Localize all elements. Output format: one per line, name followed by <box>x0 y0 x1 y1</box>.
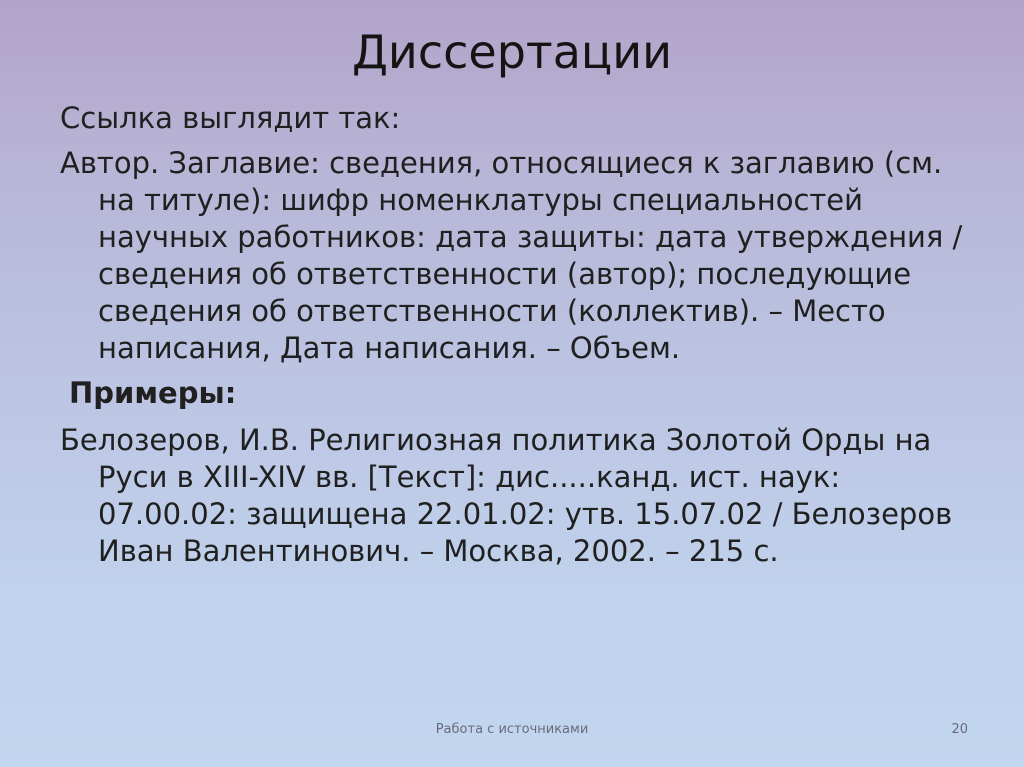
citation-example: Белозеров, И.В. Религиозная политика Золотой Орды на Руси в XIII-XIV вв. [Текст]: дис.....канд. ист. наук: 07.00.02: защищена 22.01.02: утв. 15.07.02 / Белозеров Иван Валентинович. – Москва, 2002. – 215 с. <box>60 423 953 568</box>
footer-text: Работа с источниками <box>435 722 589 737</box>
slide-title: Диссертации <box>351 25 672 79</box>
page-number: 20 <box>951 722 968 737</box>
examples-heading: Примеры: <box>69 376 237 410</box>
intro-text: Ссылка выглядит так: <box>60 101 401 135</box>
citation-template: Автор. Заглавие: сведения, относящиеся к заглавию (см. на титуле): шифр номенклатуры специальностей научных работников: дата защиты: дата утверждения / сведения об ответственности (автор); последующие сведения об ответственности (коллектив). – Место написания, Дата написания. – Объем. <box>60 146 963 365</box>
slide-content <box>60 100 980 578</box>
